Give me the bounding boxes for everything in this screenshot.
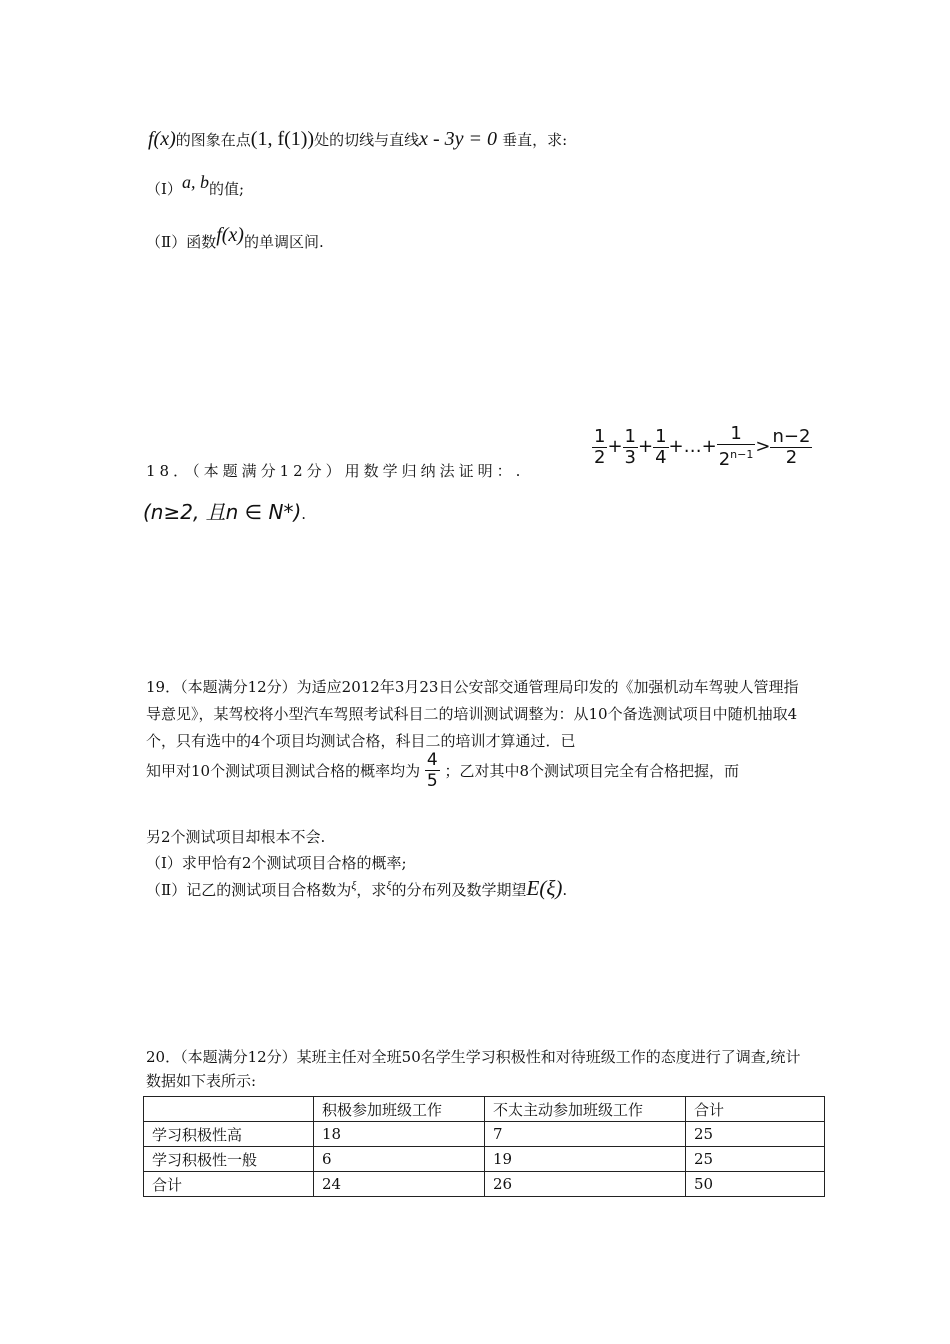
table-header-cell — [144, 1097, 314, 1122]
table-cell: 19 — [485, 1147, 686, 1172]
q17-line1 — [148, 128, 567, 151]
text: 知甲对10个测试项目测试合格的概率均为 — [146, 762, 421, 780]
numerator: 4 — [426, 750, 438, 770]
text: ；乙对其中8个测试项目完全有合格把握，而 — [444, 762, 740, 780]
math-fx: f(x) — [148, 128, 176, 150]
text: 垂直，求: — [502, 131, 568, 149]
text: 的分布列及数学期望 — [391, 881, 527, 899]
q19-line5: 另2个测试项目却根本不会. — [146, 828, 326, 846]
table-row — [144, 1147, 825, 1172]
math-ab: a, b — [181, 172, 209, 192]
fraction: $\frac{n-2}{2}$ — [772, 425, 811, 468]
q18-inequality: $\frac{1}{2}$ + $\frac{1}{3}$ + $\frac{1}{4}$ +…+ $\frac{1}{2^{n-1}}$ > $\frac{n-2}{2}$ — [594, 423, 811, 470]
math-fx: f(x) — [216, 224, 244, 246]
table-header-cell: 不太主动参加班级工作 — [485, 1097, 686, 1122]
math-xi: ξ — [351, 878, 357, 892]
text: 的单调区间. — [243, 233, 324, 251]
text: 处的切线与直线 — [314, 131, 420, 149]
stats-table — [143, 1096, 825, 1197]
q20-paragraph: 20．（本题满分12分）某班主任对全班50名学生学习积极性和对待班级工作的态度进行了调查,统计数据如下表所示: — [146, 1048, 801, 1090]
math-line-eq: x - 3y = 0 — [419, 128, 498, 150]
text: 的图象在点 — [175, 131, 251, 149]
text: （Ⅱ）记乙的测试项目合格数为 — [146, 881, 352, 899]
text: ，求 — [356, 881, 387, 899]
table-cell: 学习积极性高 — [144, 1122, 314, 1147]
math-expectation: E(ξ) — [526, 876, 563, 900]
table-cell: 25 — [686, 1122, 825, 1147]
q18-condition — [143, 496, 306, 525]
fraction-4-5 — [425, 750, 440, 791]
table-header-cell: 积极参加班级工作 — [314, 1097, 485, 1122]
fraction: $\frac{1}{4}$ — [655, 425, 667, 468]
q17-part2 — [146, 224, 324, 253]
fraction: $\frac{1}{2}$ — [594, 425, 606, 468]
text: . — [562, 881, 568, 899]
table-header-row — [144, 1097, 825, 1122]
denominator: 5 — [426, 771, 438, 791]
part-label: （Ⅰ） — [146, 180, 182, 198]
q18-prefix: 18．（本题满分12分）用数学归纳法证明：. — [146, 462, 525, 480]
table-cell: 25 — [686, 1147, 825, 1172]
part-label: （Ⅱ）函数 — [146, 233, 217, 251]
table-cell: 50 — [686, 1172, 825, 1197]
table-cell: 6 — [314, 1147, 485, 1172]
table-cell: 18 — [314, 1122, 485, 1147]
table-cell: 学习积极性一般 — [144, 1147, 314, 1172]
table-cell: 24 — [314, 1172, 485, 1197]
q19-line4 — [146, 750, 739, 791]
table-cell: 7 — [485, 1122, 686, 1147]
q19-paragraph: 19．（本题满分12分）为适应2012年3月23日公安部交通管理局印发的《加强机动车驾驶人管理指导意见》，某驾校将小型汽车驾照考试科目二的培训测试调整为：从10个备选测试项目中随机抽取4个，只有选中的4个项目均测试合格，科目二的培训才算通过．已 — [146, 678, 799, 750]
table-row — [144, 1122, 825, 1147]
q19-part1: （Ⅰ）求甲恰有2个测试项目合格的概率; — [146, 854, 407, 872]
text: 的值; — [208, 180, 244, 198]
math-condition: (n≥2, 且n ∈ N*) — [143, 500, 302, 524]
fraction: $\frac{1}{2^{n-1}}$ — [718, 423, 754, 470]
text: . — [301, 505, 307, 523]
table-cell: 26 — [485, 1172, 686, 1197]
q17-part1 — [146, 172, 244, 199]
math-point: (1, f(1)) — [250, 128, 315, 150]
table-header-cell: 合计 — [686, 1097, 825, 1122]
table-row — [144, 1172, 825, 1197]
math-xi: ξ — [386, 878, 392, 892]
table-cell: 合计 — [144, 1172, 314, 1197]
fraction: $\frac{1}{3}$ — [624, 425, 636, 468]
q19-part2 — [146, 876, 567, 901]
